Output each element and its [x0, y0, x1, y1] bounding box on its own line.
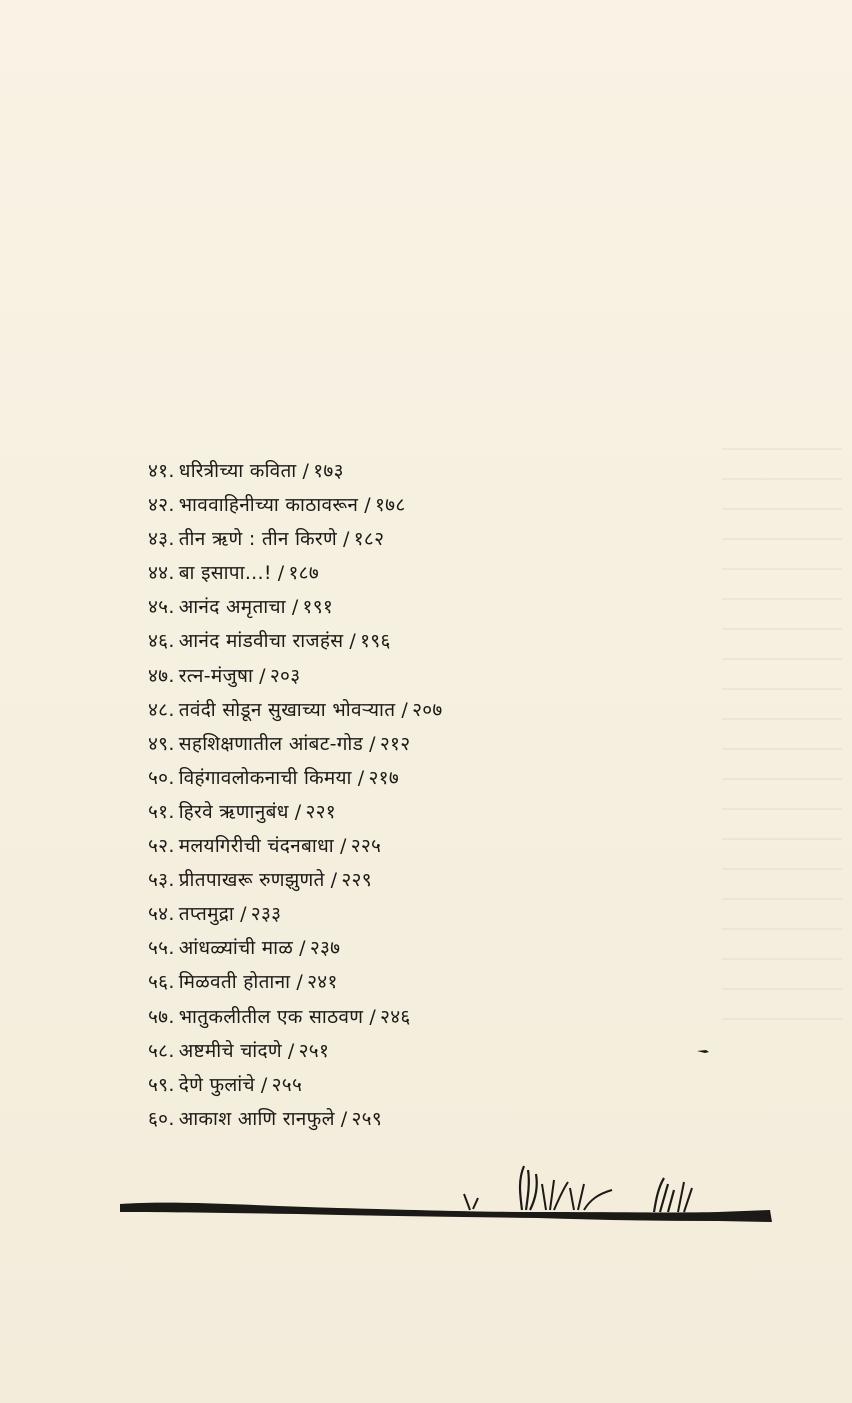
toc-entry: ४५. आनंद अमृताचा / १९१	[148, 596, 334, 619]
toc-entry-number: ४६.	[148, 630, 175, 653]
toc-entry: ४४. बा इसापा...! / १८७	[148, 562, 320, 585]
toc-entry-title: प्रीतपाखरू रुणझुणते	[178, 869, 325, 892]
toc-entry-title: रत्न-मंजुषा	[178, 664, 254, 687]
toc-entry-title: हिरवे ऋणानुबंध	[178, 800, 289, 823]
toc-entry-title: विहंगावलोकनाची किमया	[178, 766, 352, 789]
toc-entry-page: २४१	[307, 971, 338, 994]
toc-entry: ४९. सहशिक्षणातील आंबट-गोड / २१२	[148, 732, 411, 755]
toc-entry-number: ५०.	[148, 766, 175, 789]
toc-entry-number: ४९.	[148, 732, 175, 755]
toc-entry: ५७. भातुकलीतील एक साठवण / २४६	[148, 1005, 411, 1028]
ink-speck-icon	[697, 1048, 709, 1054]
toc-entry-page: २५५	[271, 1073, 303, 1096]
toc-entry-page: २१७	[368, 766, 400, 789]
toc-entry-number: ५५.	[148, 937, 175, 960]
toc-entry-page: २२९	[341, 869, 372, 892]
toc-entry: ५४. तप्तमुद्रा / २३३	[148, 903, 282, 926]
toc-entry-page: २५९	[351, 1107, 383, 1130]
toc-entry-page: १८२	[353, 528, 385, 551]
toc-entry-title: अष्टमीचे चांदणे	[178, 1039, 282, 1062]
toc-entry-page: २३३	[250, 903, 282, 926]
toc-entry-title: आनंद अमृताचा	[178, 596, 286, 619]
toc-entry-page: २२१	[305, 800, 336, 823]
toc-entry-title: सहशिक्षणातील आंबट-गोड	[178, 732, 364, 755]
toc-entry-number: ५८.	[148, 1039, 175, 1062]
toc-entry: ५१. हिरवे ऋणानुबंध / २२१	[148, 800, 336, 823]
toc-entry: ५५. आंधळ्यांची माळ / २३७	[148, 937, 341, 960]
toc-entry-title: देणे फुलांचे	[178, 1073, 255, 1096]
toc-entry-number: ४१.	[148, 460, 175, 482]
toc-entry: ४२. भाववाहिनीच्या काठावरून / १७८	[148, 494, 406, 517]
toc-entry: ५०. विहंगावलोकनाची किमया / २१७	[148, 766, 400, 789]
toc-entry-number: ४४.	[148, 562, 175, 585]
toc-entry-number: ४८.	[148, 698, 175, 721]
toc-entry-page: १८७	[288, 562, 320, 585]
grass-silhouette-ornament-icon	[118, 1160, 778, 1230]
toc-entry-title: भाववाहिनीच्या काठावरून	[178, 494, 359, 517]
toc-entry-title: तप्तमुद्रा	[178, 903, 235, 926]
toc-entry: ५३. प्रीतपाखरू रुणझुणते / २२९	[148, 869, 372, 892]
toc-entry-title: मिळवती होताना	[178, 971, 291, 994]
toc-entry-page: १७३	[313, 460, 344, 482]
toc-entry-page: २४६	[380, 1005, 411, 1028]
toc-entry-title: धरित्रीच्या कविता	[178, 460, 297, 482]
toc-entry-number: ५२.	[148, 835, 175, 858]
toc-entry-page: २५१	[298, 1039, 330, 1062]
toc-entry-number: ४२.	[148, 494, 175, 517]
toc-entry: ५६. मिळवती होताना / २४१	[148, 971, 338, 994]
toc-entry: ५२. मलयगिरीची चंदनबाधा / २२५	[148, 835, 382, 858]
toc-entry: ६०. आकाश आणि रानफुले / २५९	[148, 1107, 383, 1130]
toc-entry-number: ६०.	[148, 1107, 175, 1130]
toc-entry-title: बा इसापा...!	[178, 562, 272, 585]
toc-entry-page: २०७	[412, 698, 443, 721]
toc-entry: ५८. अष्टमीचे चांदणे / २५१	[148, 1039, 330, 1062]
toc-entry: ४७. रत्न-मंजुषा / २०३	[148, 664, 301, 687]
toc-entry-page: १९१	[302, 596, 334, 619]
show-through-lines	[722, 448, 842, 1048]
toc-entry: ४३. तीन ऋणे : तीन किरणे / १८२	[148, 528, 385, 551]
toc-entry-page: १७८	[374, 494, 406, 517]
toc-entry-number: ४७.	[148, 664, 175, 687]
toc-entry-page: २१२	[379, 732, 411, 755]
toc-entry-number: ५७.	[148, 1005, 175, 1028]
toc-entry-title: आंधळ्यांची माळ	[178, 937, 294, 960]
toc-entry-number: ५४.	[148, 903, 175, 926]
toc-entry-title: भातुकलीतील एक साठवण	[178, 1005, 364, 1028]
toc-entry: ४८. तवंदी सोडून सुखाच्या भोवऱ्यात / २०७	[148, 698, 443, 721]
toc-entry-number: ५१.	[148, 800, 175, 823]
toc-entry-number: ४५.	[148, 596, 175, 619]
toc-entry-number: ५९.	[148, 1073, 175, 1096]
toc-entry-page: १९६	[360, 630, 391, 653]
toc-entry-number: ५६.	[148, 971, 175, 994]
toc-entry-title: तवंदी सोडून सुखाच्या भोवऱ्यात	[178, 698, 396, 721]
toc-entry-number: ५३.	[148, 869, 175, 892]
table-of-contents	[148, 454, 443, 1136]
toc-entry-page: २३७	[309, 937, 341, 960]
toc-entry-page: २२५	[350, 835, 382, 858]
toc-entry-title: आकाश आणि रानफुले	[178, 1107, 335, 1130]
toc-entry-number: ४३.	[148, 528, 175, 551]
toc-entry: ४६. आनंद मांडवीचा राजहंस / १९६	[148, 630, 391, 653]
toc-entry-title: तीन ऋणे : तीन किरणे	[178, 528, 338, 551]
toc-entry-page: २०३	[269, 664, 301, 687]
toc-entry-title: मलयगिरीची चंदनबाधा	[178, 835, 334, 858]
toc-entry: ४१. धरित्रीच्या कविता / १७३	[148, 460, 344, 482]
toc-entry-title: आनंद मांडवीचा राजहंस	[178, 630, 344, 653]
toc-entry: ५९. देणे फुलांचे / २५५	[148, 1073, 303, 1096]
